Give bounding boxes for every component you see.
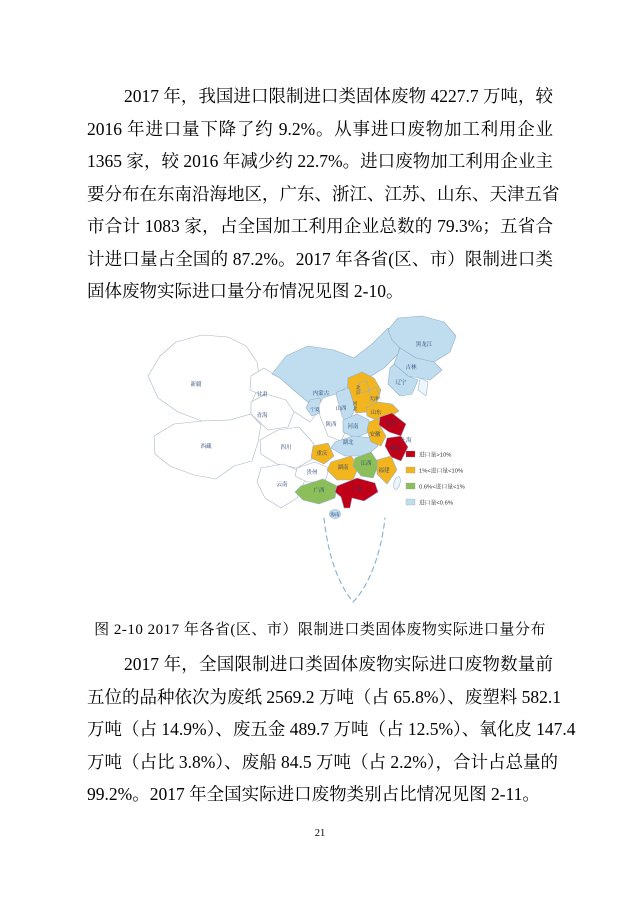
taiwan-outline: [392, 476, 401, 490]
legend-label-high: 进口量>10%: [419, 452, 452, 459]
label-yunnan: 云南: [276, 482, 288, 488]
text-line: 2016 年进口量下降了约 9.2%。从事进口废物加工利用企业: [87, 118, 553, 139]
text-line: 2017 年，我国进口限制进口类固体废物 4227.7 万吨，较: [124, 86, 553, 106]
figure-map: [140, 314, 500, 614]
page-number: 21: [314, 828, 326, 839]
label-shanghai: 上海: [400, 438, 412, 444]
text-line: 万吨（占比 3.8%）、废船 84.5 万吨（占 2.2%），合计占总量的: [87, 751, 559, 772]
text-line: 计进口量占全国的 87.2%。2017 年各省(区、市）限制进口类: [87, 248, 553, 269]
body-paragraph-1: [87, 80, 560, 308]
province-xinjiang: [148, 335, 260, 421]
legend-label-mid: 1%<进口量<10%: [419, 468, 464, 475]
text-line: 2017 年，全国限制进口类固体废物实际进口废物数量前: [124, 654, 553, 674]
label-ningxia: 宁夏: [310, 407, 320, 412]
label-guangxi: 广西: [313, 488, 325, 494]
text-line: 1365 家，较 2016 年减少约 22.7%。进口废物加工利用企业主: [87, 151, 553, 171]
label-xinjiang: 新疆: [190, 382, 202, 388]
label-shaanxi: 陕西: [325, 422, 337, 428]
province-guangdong: [335, 478, 378, 508]
label-shanxi: 山西: [335, 406, 347, 412]
label-liaoning: 辽宁: [395, 380, 407, 386]
label-beijing: 北京: [355, 385, 361, 396]
legend-label-low: 0.6%<进口量<1%: [419, 484, 465, 491]
label-gansu: 甘肃: [256, 392, 268, 398]
label-hunan: 湖南: [337, 465, 349, 471]
label-fujian: 福建: [378, 468, 390, 474]
label-chongqing: 重庆: [316, 451, 328, 457]
text-line: 五位的品种依次为废纸 2569.2 万吨（占 65.8%）、废塑料 582.1: [87, 686, 561, 707]
map-legend: [406, 451, 465, 507]
label-neimenggu: 内蒙古: [312, 391, 330, 397]
legend-label-vlow: 进口量<0.6%: [419, 500, 453, 507]
legend-swatch-low: [406, 483, 415, 489]
figure-caption: 图 2-10 2017 年各省(区、市）限制进口类固体废物实际进口量分布: [94, 622, 546, 638]
province-beijing: [359, 381, 369, 393]
label-sichuan: 四川: [280, 445, 292, 451]
text-line: 99.2%。2017 年全国实际进口废物类别占比情况见图 2-11。: [87, 784, 540, 804]
label-hebei: 河北: [352, 401, 358, 412]
korea-outline: [418, 378, 428, 396]
text-line: 市合计 1083 家，占全国加工利用企业总数的 79.3%；五省合: [87, 216, 553, 236]
china-import-map: [140, 314, 500, 614]
body-paragraph-2: [87, 648, 576, 811]
label-guangdong: 广东: [351, 487, 363, 493]
label-jiangxi: 江西: [360, 461, 372, 467]
text-line: 万吨（占 14.9%）、废五金 489.7 万吨（占 12.5%）、氧化皮 147.4: [87, 719, 576, 739]
label-heilongjiang: 黑龙江: [415, 342, 433, 348]
label-hainan: 海南: [330, 512, 340, 517]
label-jiangsu: 江苏: [385, 421, 397, 427]
text-line: 固体废物实际进口量分布情况见图 2-10。: [87, 281, 404, 301]
label-henan: 河南: [347, 424, 359, 430]
label-hubei: 湖北: [342, 440, 354, 446]
text-line: 要分布在东南沿海地区，广东、浙江、江苏、山东、天津五省: [87, 183, 560, 204]
label-guizhou: 贵州: [306, 470, 318, 476]
legend-swatch-mid: [406, 467, 415, 473]
label-qinghai: 青海: [256, 413, 268, 419]
legend-swatch-vlow: [406, 499, 415, 505]
label-anhui: 安徽: [369, 432, 381, 438]
label-shandong: 山东: [370, 410, 382, 416]
label-jilin: 吉林: [405, 365, 417, 371]
nine-dash-line: [324, 518, 385, 602]
label-tianjin: 天津: [369, 396, 379, 401]
label-zhejiang: 浙江: [390, 446, 402, 452]
legend-swatch-high: [406, 451, 415, 457]
label-xizang: 西藏: [200, 444, 212, 450]
